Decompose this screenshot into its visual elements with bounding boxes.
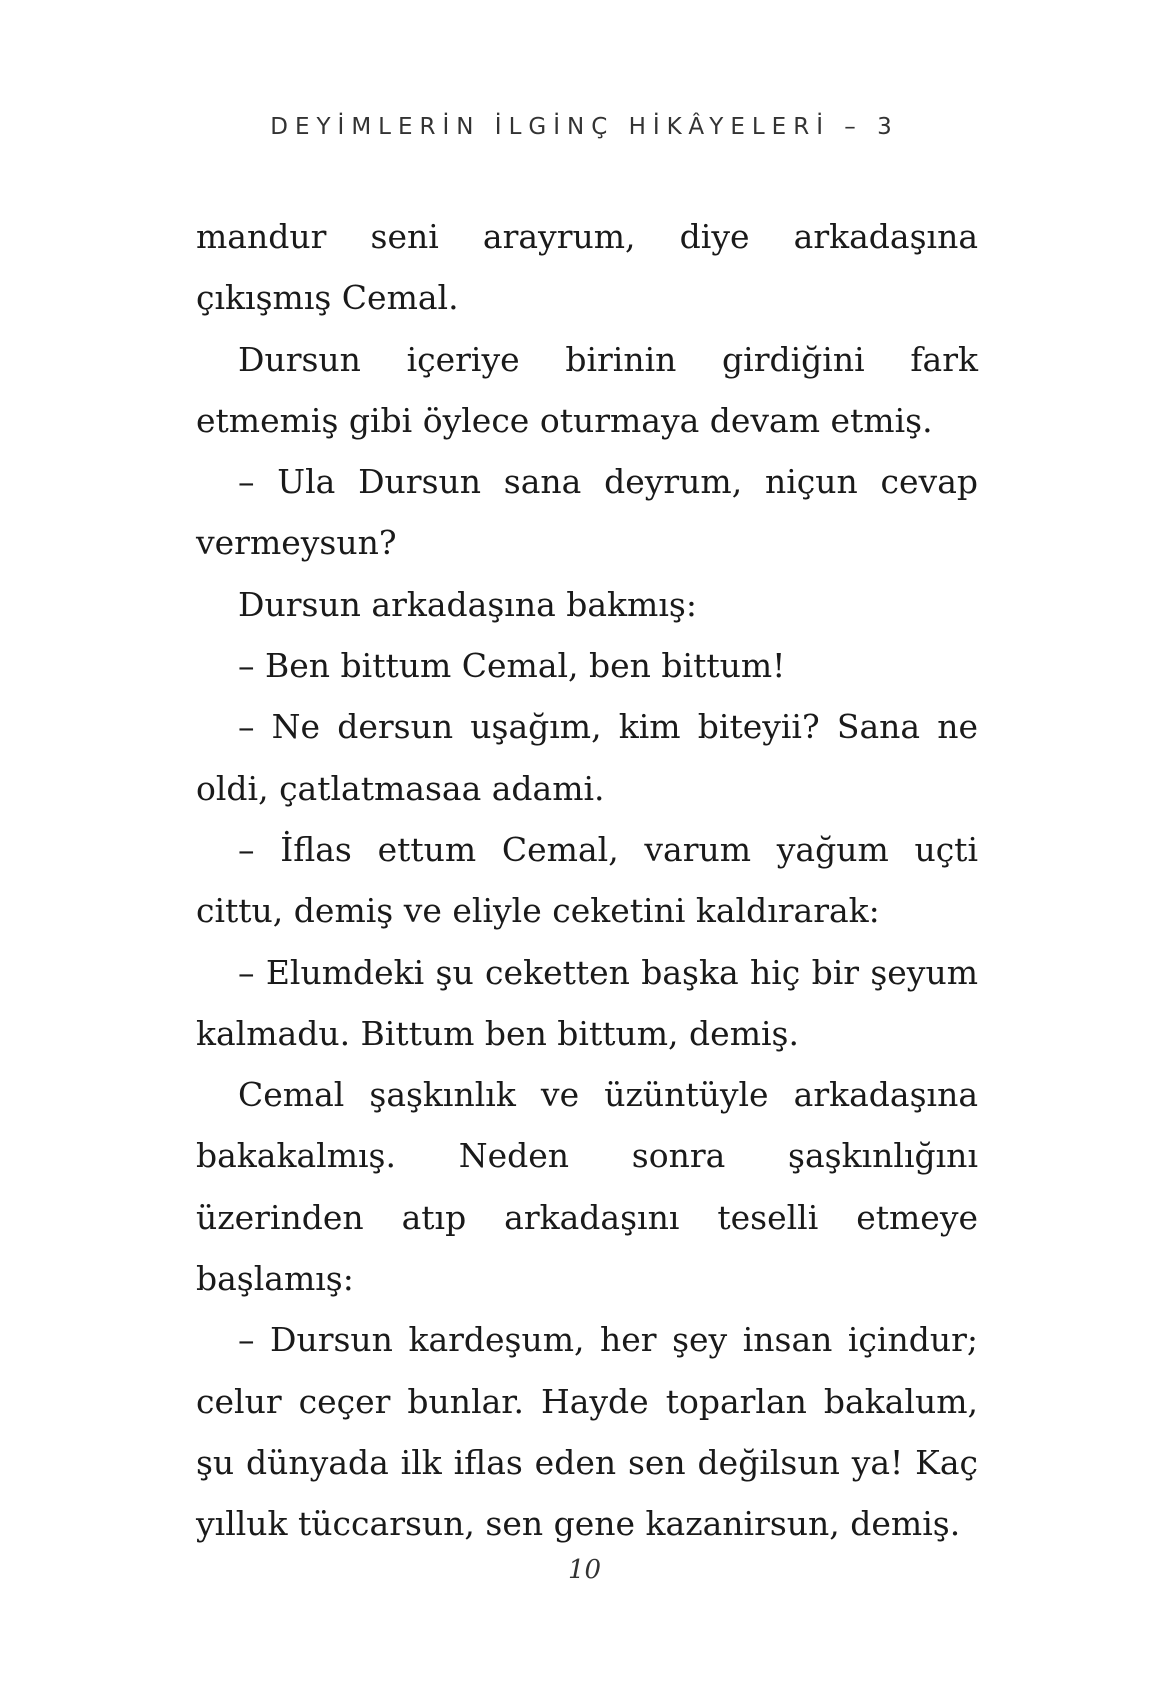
paragraph-6: – Ne dersun uşağım, kim biteyii? Sana ne oldi, çatlatmasaa adami. xyxy=(196,707,978,808)
paragraph-2: Dursun içeriye birinin girdiğini fark etmemiş gibi öylece oturmaya devam etmiş. xyxy=(196,339,978,440)
paragraph-7: – İflas ettum Cemal, varum yağum uçti cittu, demiş ve eliyle ceketini kaldırarak: xyxy=(196,829,978,931)
page-number: 10 xyxy=(567,1555,602,1585)
paragraph-1: mandur seni arayrum, diye arkadaşına çıkışmış Cemal. xyxy=(196,217,978,318)
paragraph-9: Cemal şaşkınlık ve üzüntüyle arkadaşına bakakalmış. Neden sonra şaşkınlığını üzerinden atıp arkadaşını teselli etmeye başlamış: xyxy=(196,1075,978,1299)
body-text xyxy=(196,206,978,1555)
paragraph-8: – Elumdeki şu ceketten başka hiç bir şeyum kalmadu. Bittum ben bittum, demiş. xyxy=(196,952,978,1053)
paragraph-10: – Dursun kardeşum, her şey insan içindur; celur ceçer bunlar. Hayde toparlan bakalum, şu dünyada ilk iflas eden sen değilsun ya! Kaç yılluk tüccarsun, sen gene kazanirsun, demiş. xyxy=(196,1320,978,1544)
running-header: DEYİMLERİN İLGİNÇ HİKÂYELERİ – 3 xyxy=(270,114,899,140)
paragraph-3: – Ula Dursun sana deyrum, niçun cevap vermeysun? xyxy=(196,462,978,563)
paragraph-5: – Ben bittum Cemal, ben bittum! xyxy=(238,646,786,686)
paragraph-4: Dursun arkadaşına bakmış: xyxy=(238,584,697,624)
